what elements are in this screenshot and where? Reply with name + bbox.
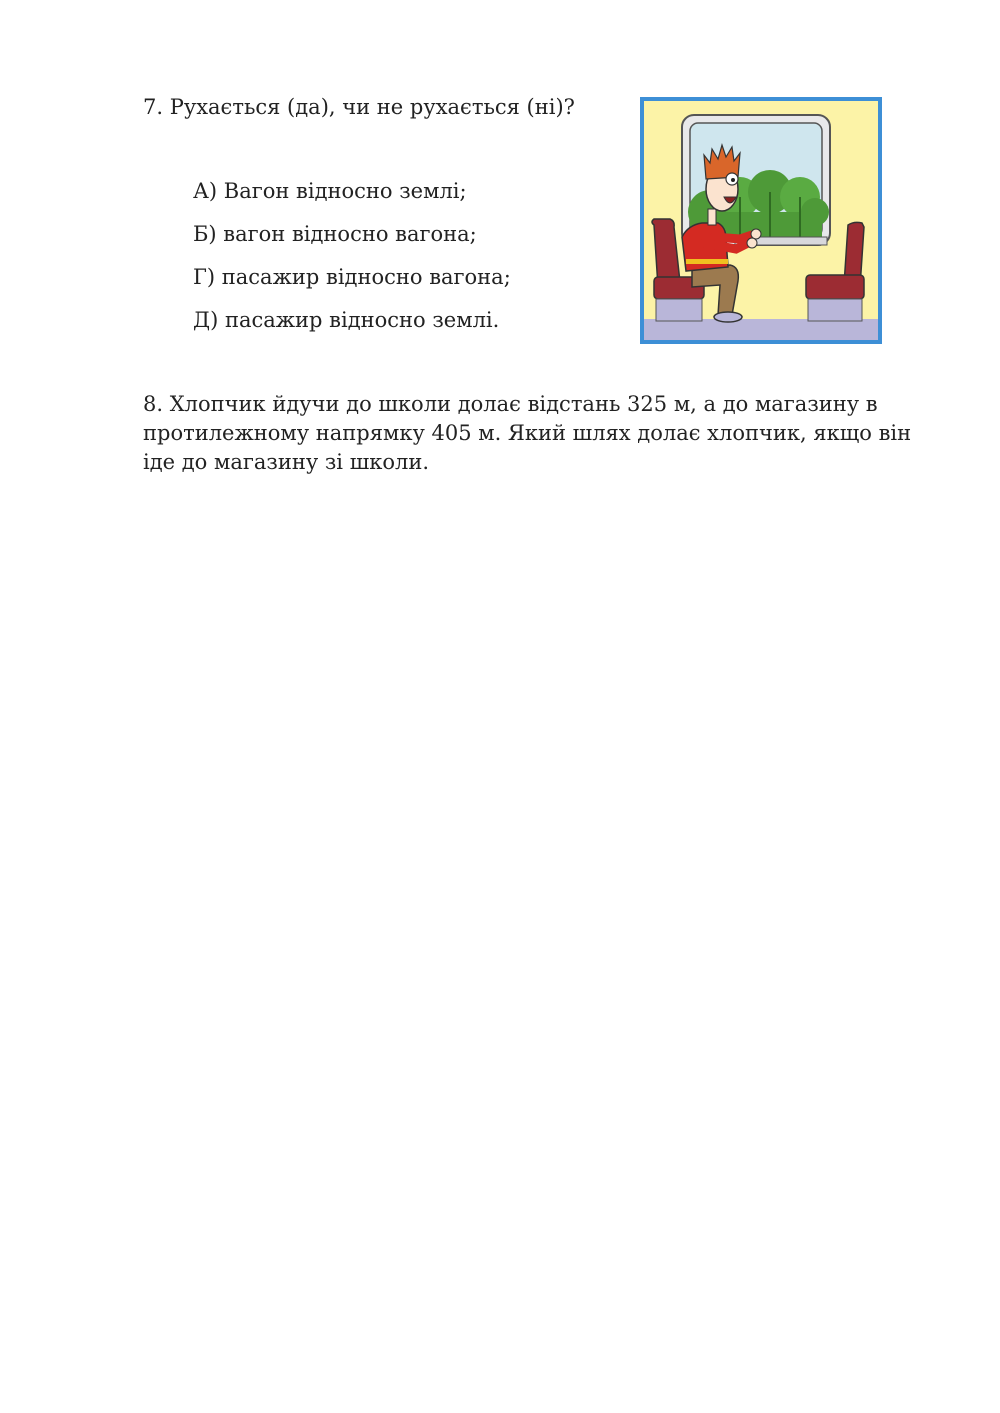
question-7-option-a: А) Вагон відносно землі; xyxy=(193,179,467,203)
boy-on-train-illustration-icon xyxy=(640,97,882,344)
question-7-title: 7. Рухається (да), чи не рухається (ні)? xyxy=(143,95,575,119)
question-7-option-b: Б) вагон відносно вагона; xyxy=(193,222,477,246)
question-7-option-d: Д) пасажир відносно землі. xyxy=(193,308,500,332)
question-7-options xyxy=(193,177,511,349)
question-8-text: 8. Хлопчик йдучи до школи долає відстань 325 м, а до магазину в протилежному напрямку 405 м. Який шлях долає хлопчик, якщо він іде до магазину зі школи. xyxy=(143,392,912,474)
question-7-option-g: Г) пасажир відносно вагона; xyxy=(193,265,511,289)
